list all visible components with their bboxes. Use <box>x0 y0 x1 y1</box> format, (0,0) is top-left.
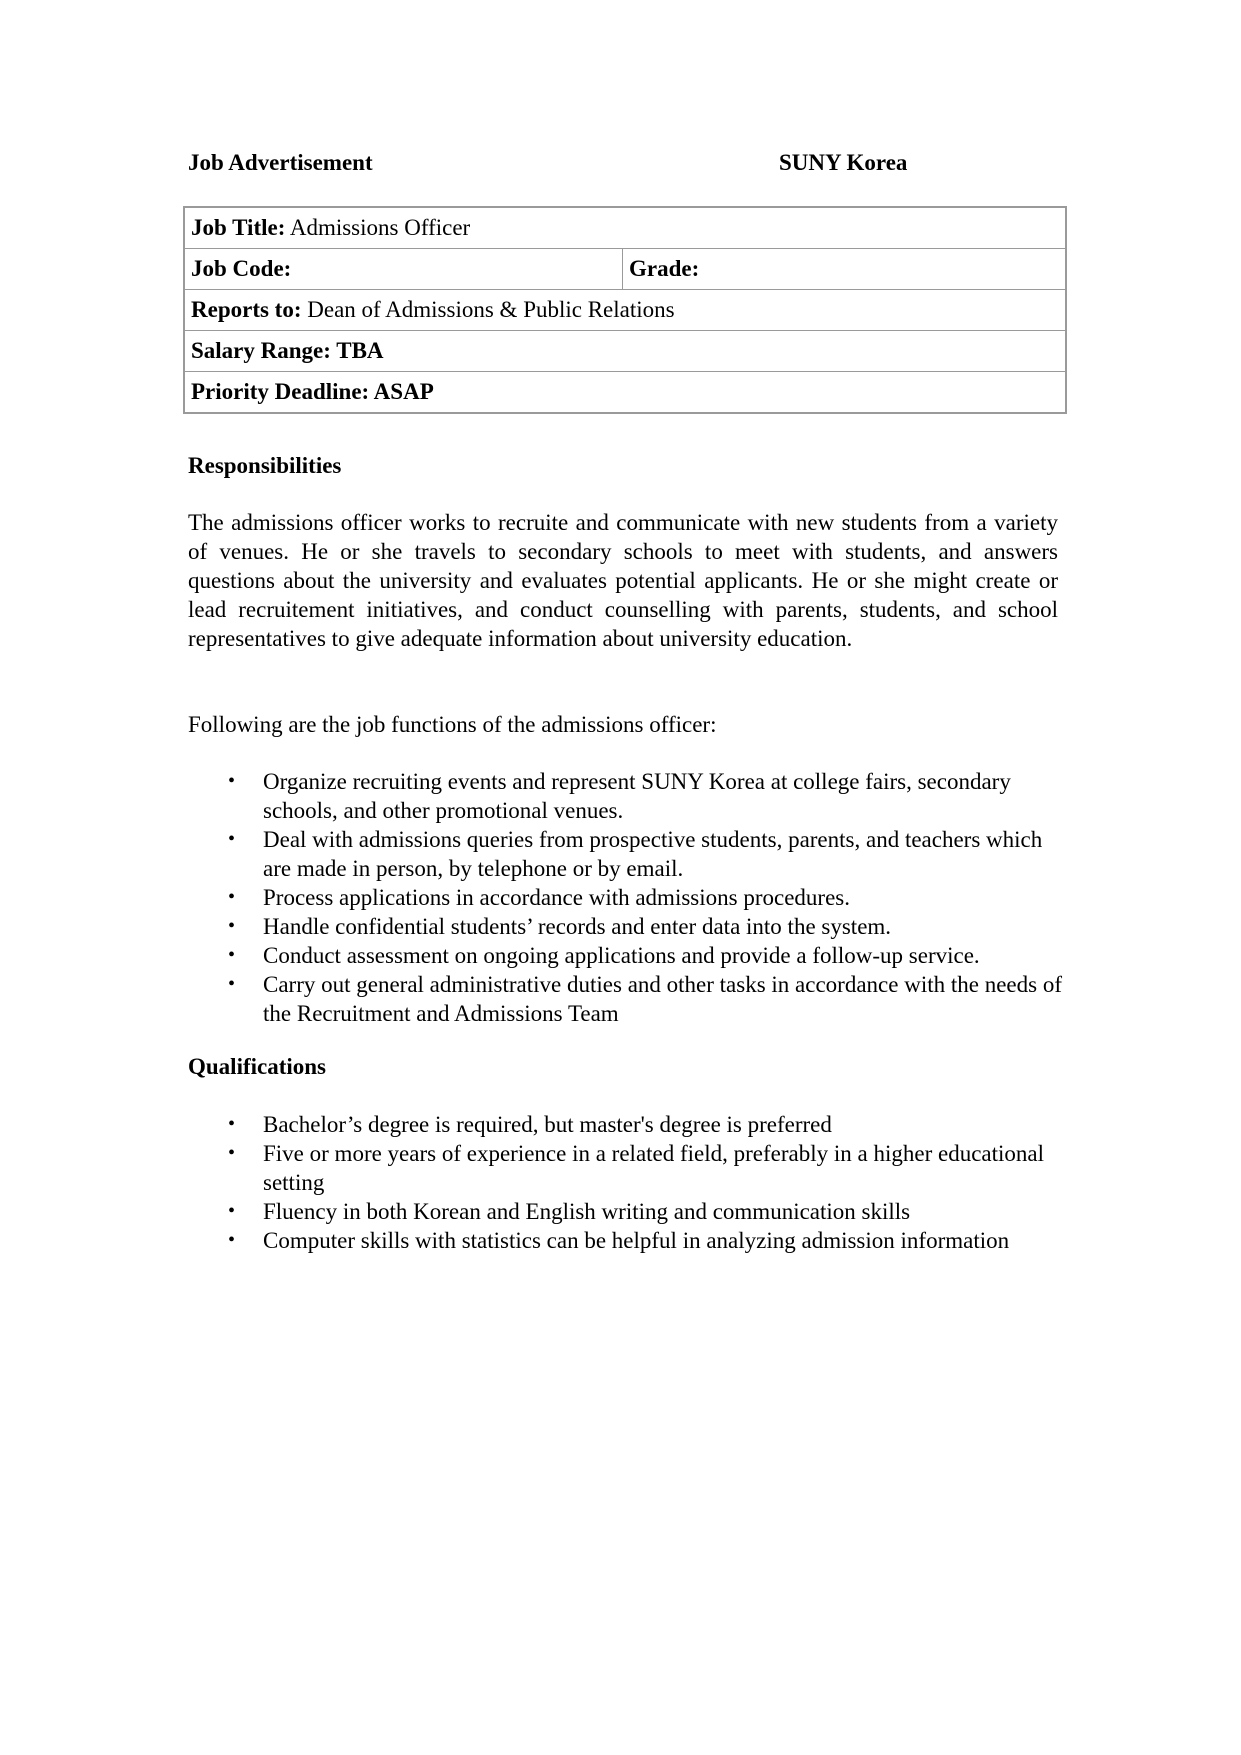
table-row <box>184 331 1066 372</box>
job-title-cell <box>184 207 1066 249</box>
header-organization: SUNY Korea <box>779 150 908 175</box>
job-functions-list <box>188 767 1068 1028</box>
job-functions-intro: Following are the job functions of the admissions officer: <box>188 712 717 737</box>
list-item-text: Organize recruiting events and represent SUNY Korea at college fairs, secondary schools, and other promotional venues. <box>263 769 1011 823</box>
bullet-icon: • <box>228 1200 236 1222</box>
list-item <box>188 912 1068 941</box>
list-item <box>188 970 1068 1028</box>
reports-to-value: Dean of Admissions & Public Relations <box>301 297 675 322</box>
table-row <box>184 372 1066 414</box>
bullet-icon: • <box>228 828 236 850</box>
reports-to-cell <box>184 290 1066 331</box>
list-item-text: Deal with admissions queries from prospective students, parents, and teachers which are made in person, by telephone or by email. <box>263 827 1043 881</box>
bullet-icon: • <box>228 1229 236 1251</box>
job-title-label: Job Title: <box>191 215 286 240</box>
list-item-text: Carry out general administrative duties and other tasks in accordance with the needs of the Recruitment and Admissions Team <box>263 972 1062 1026</box>
header-title: Job Advertisement <box>188 150 373 175</box>
bullet-icon: • <box>228 915 236 937</box>
list-item <box>188 825 1068 883</box>
responsibilities-heading: Responsibilities <box>188 453 342 478</box>
list-item <box>188 1197 1068 1226</box>
document-header <box>188 148 1058 178</box>
job-code-cell <box>184 249 623 290</box>
bullet-icon: • <box>228 944 236 966</box>
priority-deadline-cell: Priority Deadline: ASAP <box>184 372 1066 414</box>
grade-cell <box>623 249 1067 290</box>
bullet-icon: • <box>228 973 236 995</box>
list-item <box>188 883 1068 912</box>
list-item <box>188 1226 1068 1255</box>
list-item <box>188 1139 1068 1197</box>
job-info-table <box>183 206 1067 414</box>
bullet-icon: • <box>228 770 236 792</box>
bullet-icon: • <box>228 1142 236 1164</box>
bullet-icon: • <box>228 1113 236 1135</box>
qualifications-list <box>188 1110 1068 1255</box>
list-item-text: Process applications in accordance with admissions procedures. <box>263 885 850 910</box>
grade-label: Grade: <box>629 256 700 281</box>
qualifications-heading: Qualifications <box>188 1054 327 1079</box>
list-item-text: Conduct assessment on ongoing applications and provide a follow-up service. <box>263 943 980 968</box>
list-item <box>188 767 1068 825</box>
table-row <box>184 290 1066 331</box>
list-item <box>188 941 1068 970</box>
list-item <box>188 1110 1068 1139</box>
reports-to-label: Reports to: <box>191 297 302 322</box>
bullet-icon: • <box>228 886 236 908</box>
list-item-text: Five or more years of experience in a related field, preferably in a higher educational setting <box>263 1141 1045 1195</box>
list-item-text: Fluency in both Korean and English writing and communication skills <box>263 1199 911 1224</box>
responsibilities-paragraph: The admissions officer works to recruite and communicate with new students from a variety of venues. He or she travels to secondary schools to meet with students, and answers questions about the university and evaluates potential applicants. He or she might create or lead recruitement initiatives, and conduct counselling with parents, students, and school representatives to give adequate information about university education. <box>188 510 1058 651</box>
table-row <box>184 249 1066 290</box>
job-title-value: Admissions Officer <box>285 215 471 240</box>
table-row <box>184 207 1066 249</box>
list-item-text: Computer skills with statistics can be helpful in analyzing admission information <box>263 1228 1010 1253</box>
list-item-text: Handle confidential students’ records and enter data into the system. <box>263 914 892 939</box>
job-code-label: Job Code: <box>191 256 292 281</box>
list-item-text: Bachelor’s degree is required, but master's degree is preferred <box>263 1112 832 1137</box>
salary-range-cell: Salary Range: TBA <box>184 331 1066 372</box>
